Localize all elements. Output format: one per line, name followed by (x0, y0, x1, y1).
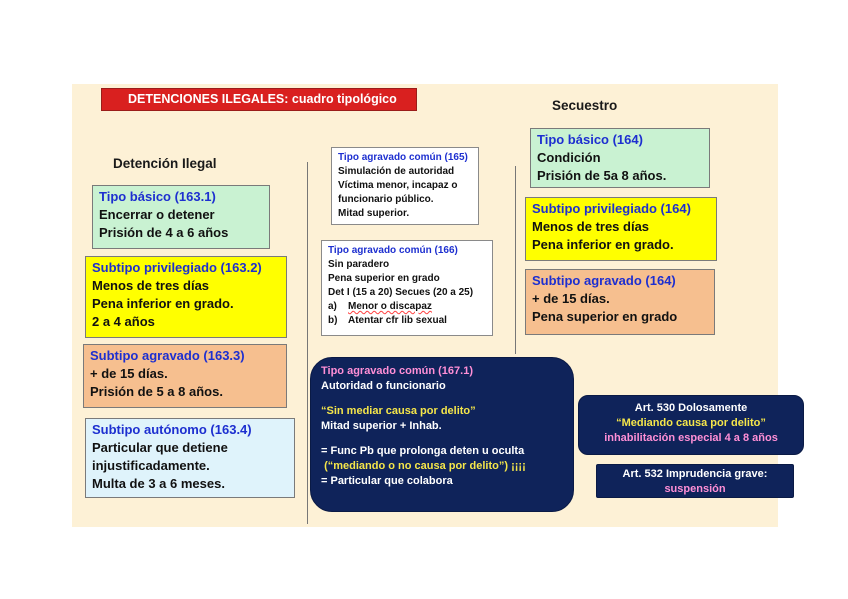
box-line: Sin paradero (328, 259, 390, 270)
box-line: Art. 532 Imprudencia grave: (622, 468, 768, 480)
box-subtipo-autonomo-163-4 (85, 418, 295, 498)
box-title: Subtipo privilegiado (163.2) (92, 260, 262, 275)
box-line: Prisión de 5a 8 años. (537, 168, 667, 183)
box-line: Pena superior en grado (532, 309, 678, 324)
list-item (328, 300, 486, 314)
box-title: Tipo básico (164) (537, 132, 643, 147)
box-title: Subtipo agravado (164) (532, 273, 676, 288)
box-line: = Particular que colabora (321, 475, 453, 487)
box-title: Subtipo autónomo (163.4) (92, 422, 252, 437)
box-line: Pena superior en grado (328, 273, 440, 284)
box-subtipo-agravado-164 (525, 269, 715, 335)
box-line: 2 a 4 años (92, 314, 155, 329)
box-line: Menos de tres días (92, 278, 210, 293)
box-line: Multa de 3 a 6 meses. (92, 476, 225, 491)
box-title: Subtipo privilegiado (164) (532, 201, 691, 216)
box-line: Mitad superior. (338, 208, 410, 219)
box-line: + de 15 días. (532, 291, 610, 306)
box-line: Condición (537, 150, 601, 165)
box-subtipo-privilegiado-164 (525, 197, 717, 261)
divider-right (515, 166, 516, 354)
box-art-532 (596, 464, 794, 498)
box-subtipo-privilegiado-163-2 (85, 256, 287, 338)
box-line: Prisión de 4 a 6 años (99, 225, 229, 240)
title-text: DETENCIONES ILEGALES: cuadro tipológico (128, 92, 397, 106)
box-title: Tipo agravado común (167.1) (321, 365, 474, 377)
box-line-quote: (“mediando o no causa por delito”) ¡¡¡¡ (324, 460, 526, 472)
box-title: Tipo agravado común (165) (338, 152, 468, 163)
box-title: Tipo agravado común (166) (328, 245, 458, 256)
box-line: Pena inferior en grado. (532, 237, 674, 252)
list-item-text: Menor o discapaz (348, 301, 432, 312)
box-line: Particular que detiene (92, 440, 228, 455)
box-subtipo-agravado-163-3 (83, 344, 287, 408)
box-line: inhabilitación especial 4 a 8 años (604, 432, 778, 444)
box-line: Det I (15 a 20) Secues (20 a 25) (328, 287, 474, 298)
list-item-text: Atentar cfr lib sexual (348, 315, 447, 326)
box-tipo-basico-164 (530, 128, 710, 188)
spacer (321, 434, 563, 444)
list-item (328, 314, 486, 328)
box-line: + de 15 días. (90, 366, 168, 381)
box-line: = Func Pb que prolonga deten u oculta (321, 445, 525, 457)
secuestro-heading: Secuestro (552, 98, 618, 113)
box-title: Subtipo agravado (163.3) (90, 348, 245, 363)
box-line: Víctima menor, incapaz o (338, 180, 458, 191)
box-line: Pena inferior en grado. (92, 296, 234, 311)
title-banner (101, 88, 417, 111)
divider-left (307, 162, 308, 524)
box-tipo-agravado-165 (331, 147, 479, 225)
box-line: “Mediando causa por delito” (616, 417, 766, 429)
box-line: Autoridad o funcionario (321, 380, 446, 392)
spacer (321, 394, 563, 404)
box-line: funcionario público. (338, 194, 434, 205)
detencion-heading: Detención Ilegal (113, 156, 217, 171)
box-line: Prisión de 5 a 8 años. (90, 384, 223, 399)
box-line: Simulación de autoridad (338, 166, 455, 177)
box-line: suspensión (664, 483, 726, 495)
box-line: injustificadamente. (92, 458, 210, 473)
list-item-label: b) (328, 315, 338, 326)
box-art-530 (578, 395, 804, 455)
list-item-label: a) (328, 301, 337, 312)
box-line: “Sin mediar causa por delito” (321, 405, 476, 417)
box-tipo-agravado-166 (321, 240, 493, 336)
box-tipo-agravado-167-1 (310, 357, 574, 512)
box-line: Mitad superior + Inhab. (321, 420, 442, 432)
box-line (321, 459, 563, 474)
box-line: Art. 530 Dolosamente (634, 402, 748, 414)
box-title: Tipo básico (163.1) (99, 189, 216, 204)
box-line: Menos de tres días (532, 219, 650, 234)
box-tipo-basico-163-1 (92, 185, 270, 249)
box-line: Encerrar o detener (99, 207, 215, 222)
